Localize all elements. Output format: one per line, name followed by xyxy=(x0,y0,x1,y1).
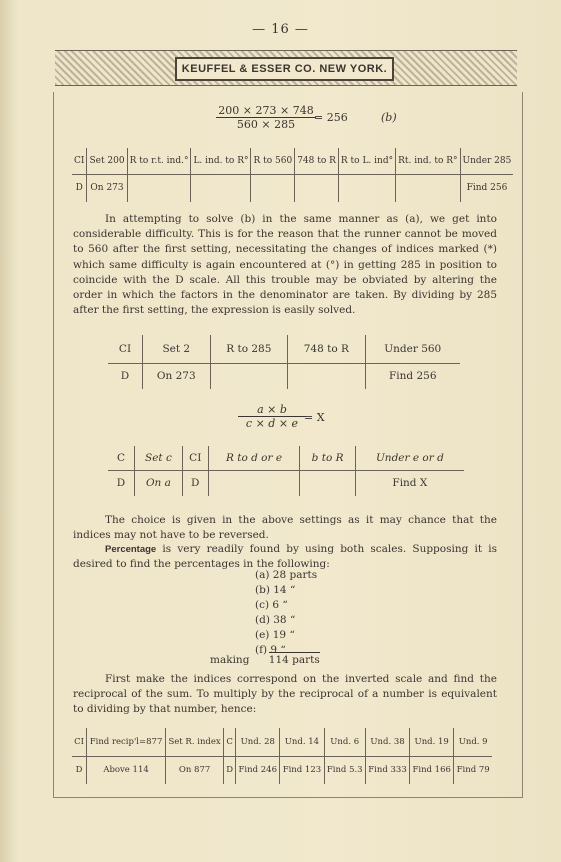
ornamental-header-banner xyxy=(55,50,517,86)
cell: Under 285 xyxy=(460,148,513,174)
cell: Und. 6 xyxy=(324,728,365,756)
cell: Above 114 xyxy=(87,756,166,784)
list-item: (a) 28 parts xyxy=(255,569,318,581)
cell: On 273 xyxy=(143,363,211,389)
cell: D xyxy=(116,477,126,490)
cell: CI xyxy=(72,728,87,756)
formula-2-numerator: a × b xyxy=(238,403,306,417)
list-item: (d) 38 “ xyxy=(255,614,296,626)
cell: R to r.t. ind.° xyxy=(127,148,191,174)
sum-total: 114 parts xyxy=(268,654,320,666)
cell: Find X xyxy=(355,470,464,496)
formula-1-result: = 256 xyxy=(314,111,348,124)
cell: CI xyxy=(72,148,87,174)
cell: R to d or e xyxy=(208,446,300,470)
page-number: — 16 — xyxy=(252,22,309,37)
cell xyxy=(288,363,365,389)
cell: 748 to R xyxy=(288,335,365,363)
sum-line xyxy=(210,654,320,666)
cell xyxy=(127,174,191,202)
cell xyxy=(338,174,395,202)
cell: Und. 38 xyxy=(365,728,409,756)
cell: R to 285 xyxy=(210,335,287,363)
cell: Und. 14 xyxy=(280,728,324,756)
cell xyxy=(210,363,287,389)
list-item: (e) 19 “ xyxy=(255,629,295,641)
percentage-list xyxy=(255,568,317,658)
list-item: (f) 9 “ xyxy=(255,644,286,656)
cell: D xyxy=(120,370,130,383)
cell xyxy=(396,174,460,202)
list-item: (c) 6 “ xyxy=(255,599,288,611)
formula-1-fraction xyxy=(216,104,316,131)
paragraph-2-text: The choice is given in the above settings as it may chance that the indices may not have to be reversed. xyxy=(73,514,497,542)
formula-2-denominator: c × d × e xyxy=(245,417,299,430)
cell: C xyxy=(224,728,236,756)
sum-label: making xyxy=(210,654,250,666)
cell: Und. 19 xyxy=(410,728,454,756)
cell: Und. 9 xyxy=(454,728,492,756)
cell: Set c xyxy=(135,446,183,470)
cell: R to 560 xyxy=(251,148,295,174)
cell: Set 2 xyxy=(143,335,211,363)
cell: R to L. ind° xyxy=(338,148,395,174)
setting-table-4 xyxy=(72,728,492,784)
cell: D xyxy=(75,765,83,776)
formula-2-fraction xyxy=(238,403,306,430)
cell xyxy=(191,174,251,202)
cell: Set R. index xyxy=(166,728,224,756)
cell: Find 79 xyxy=(454,756,492,784)
paragraph-2 xyxy=(73,513,497,543)
cell: b to R xyxy=(300,446,355,470)
cell: Find 123 xyxy=(280,756,324,784)
cell xyxy=(251,174,295,202)
cell: Und. 28 xyxy=(236,728,280,756)
cell xyxy=(208,470,300,496)
cell: D xyxy=(182,470,208,496)
cell: CI xyxy=(182,446,208,470)
paragraph-3-body: is very readily found by using both scales. Supposing it is desired to find the percentages in the following: xyxy=(73,543,497,571)
formula-1-denominator: 560 × 285 xyxy=(236,118,296,131)
paragraph-1 xyxy=(73,212,497,318)
cell: On 273 xyxy=(87,174,127,202)
cell: L. ind. to R° xyxy=(191,148,251,174)
cell: 748 to R xyxy=(295,148,339,174)
setting-table-3 xyxy=(108,446,464,496)
cell: Set 200 xyxy=(87,148,127,174)
cell: Rt. ind. to R° xyxy=(396,148,460,174)
company-name: KEUFFEL & ESSER CO. NEW YORK. xyxy=(175,57,394,81)
cell xyxy=(295,174,339,202)
setting-table-1 xyxy=(72,148,513,202)
formula-1-numerator: 200 × 273 × 748 xyxy=(216,104,316,118)
paragraph-4-text: First make the indices correspond on the inverted scale and find the reciprocal of the sum. To multiply by the reciprocal of a number is equivalent to dividing by that number, hence: xyxy=(73,673,497,716)
cell xyxy=(300,470,355,496)
cell: Find 333 xyxy=(365,756,409,784)
cell: On 877 xyxy=(166,756,224,784)
cell: D xyxy=(224,756,236,784)
cell: Find 5.3 xyxy=(324,756,365,784)
cell: CI xyxy=(108,335,143,363)
setting-table-2 xyxy=(108,335,460,389)
cell: Find 166 xyxy=(410,756,454,784)
cell: C xyxy=(108,446,135,470)
cell: On a xyxy=(135,470,183,496)
cell: Find recip'l=877 xyxy=(87,728,166,756)
list-item: (b) 14 “ xyxy=(255,584,296,596)
formula-2-result: = X xyxy=(304,411,325,424)
percentage-heading: Percentage xyxy=(105,544,157,555)
cell: Find 246 xyxy=(236,756,280,784)
cell: Find 256 xyxy=(365,363,460,389)
cell: Under 560 xyxy=(365,335,460,363)
cell: Find 256 xyxy=(460,174,513,202)
paragraph-1-text: In attempting to solve (b) in the same manner as (a), we get into considerable difficulty. This is for the reason that the runner cannot be moved to 560 after the first setting, necessitating the changes of indices marked (*) which same difficulty is again encountered at (°) in getting 285 in position to coincide with the D scale. All this trouble may be obviated by altering the order in which the factors in the denominator are taken. By dividing by 285 after the first setting, the expression is easily solved. xyxy=(73,213,497,317)
formula-1-tag: (b) xyxy=(381,111,397,124)
cell: Under e or d xyxy=(355,446,464,470)
paragraph-4 xyxy=(73,672,497,718)
cell: D xyxy=(75,183,83,194)
